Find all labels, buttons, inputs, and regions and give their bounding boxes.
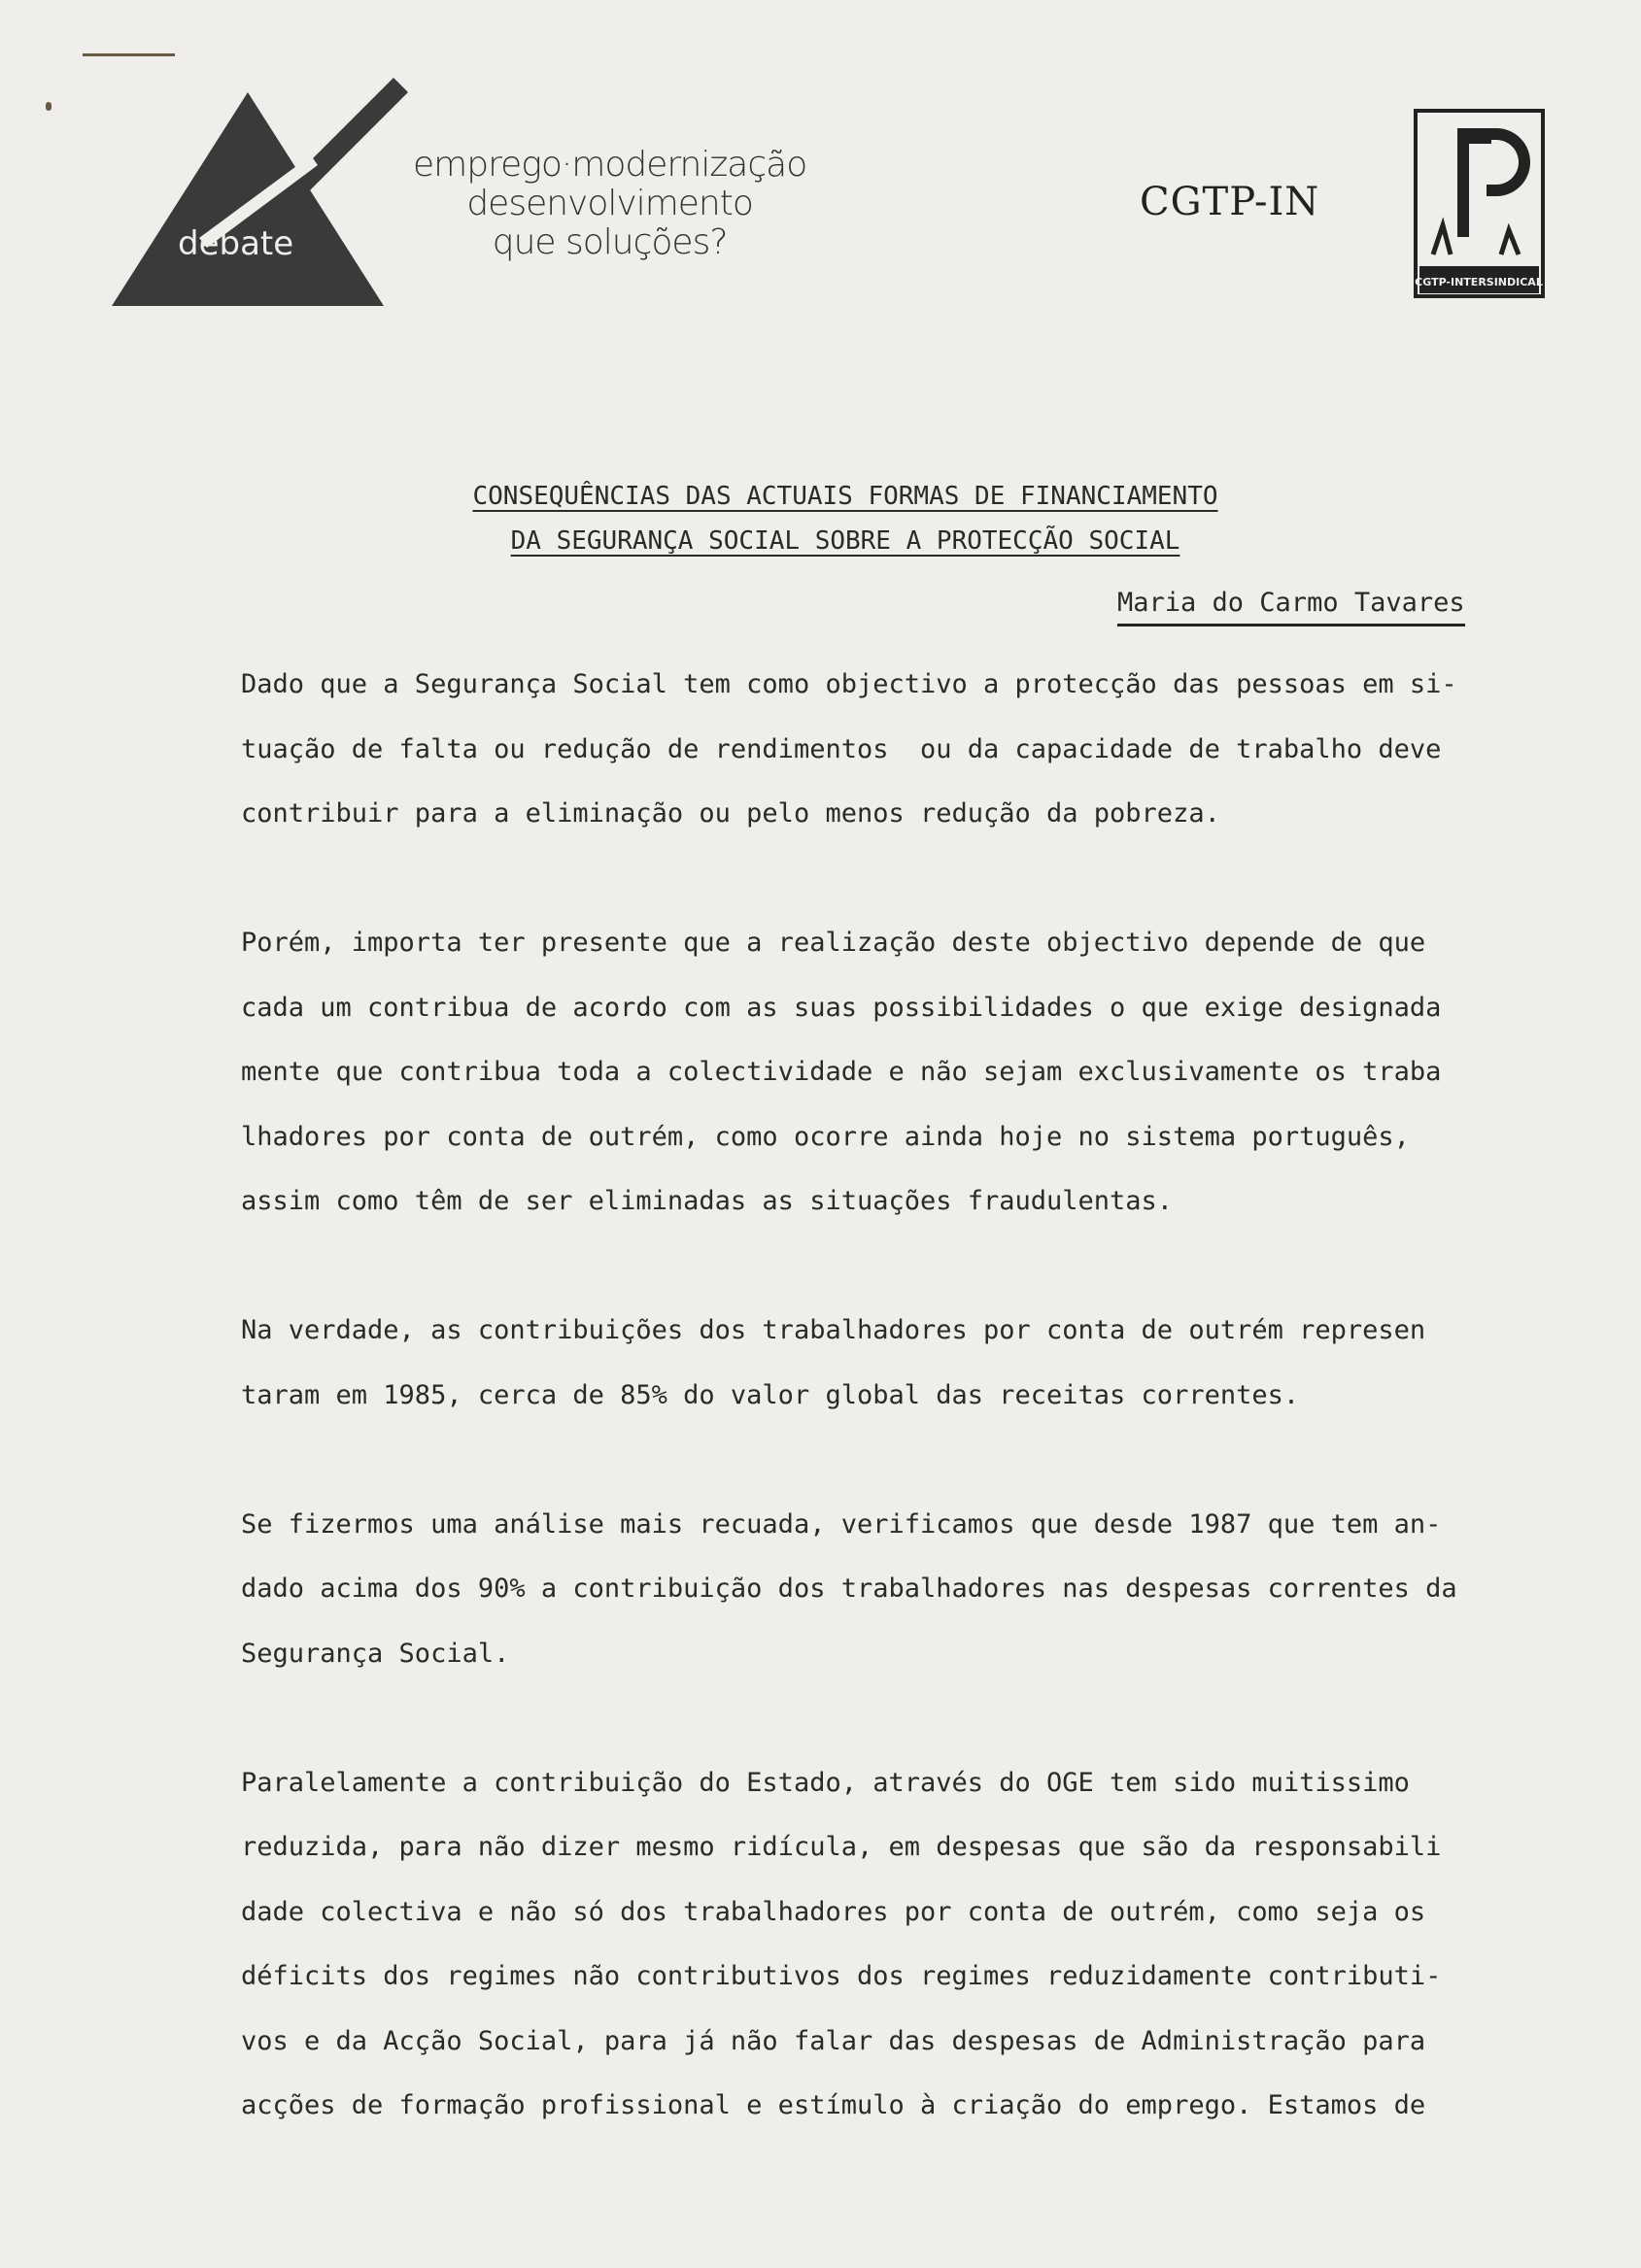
cgtp-emblem <box>1414 109 1545 298</box>
logo-text: debate <box>178 224 294 263</box>
paragraph-5-line: déficits dos regimes não contributivos dos regimes reduzidamente contributi- <box>241 1961 1442 1991</box>
paragraph-4-line: Segurança Social. <box>241 1638 510 1669</box>
tagline-line-2: desenvolvimento <box>466 184 753 223</box>
tagline-line-3: que soluções? <box>492 222 728 262</box>
stain-dot <box>46 102 51 111</box>
title-line-2: DA SEGURANÇA SOCIAL SOBRE A PROTECÇÃO SOCIAL <box>510 526 1180 556</box>
document-title <box>418 474 1273 563</box>
paragraph-2-line: Porém, importa ter presente que a realização deste objectivo depende de que <box>241 928 1426 958</box>
paragraph-1-line: contribuir para a eliminação ou pelo menos redução da pobreza. <box>241 798 1220 829</box>
tagline-line-1: emprego·modernização <box>413 145 807 185</box>
stain-mark <box>83 53 175 56</box>
title-line-1: CONSEQUÊNCIAS DAS ACTUAIS FORMAS DE FINANCIAMENTO <box>472 482 1218 511</box>
paragraph-1-line: tuação de falta ou redução de rendimentos ou da capacidade de trabalho deve <box>241 733 1442 764</box>
paragraph-5-line: dade colectiva e não só dos trabalhadores por conta de outrém, como seja os <box>241 1896 1426 1927</box>
paragraph-4-line: Se fizermos uma análise mais recuada, verificamos que desde 1987 que tem an- <box>241 1508 1442 1540</box>
paragraph-5-line: Paralelamente a contribuição do Estado, através do OGE tem sido muitissimo <box>241 1767 1410 1798</box>
paragraph-2-line: mente que contribua toda a colectividade e não sejam exclusivamente os traba <box>241 1057 1442 1087</box>
body-text <box>241 653 1504 2139</box>
paragraph-5-line: vos e da Acção Social, para já não falar das despesas de Administração para <box>241 2025 1426 2056</box>
author-name: Maria do Carmo Tavares <box>1117 588 1465 626</box>
paragraph-1-line: Dado que a Segurança Social tem como objectivo a protecção das pessoas em si- <box>241 669 1457 699</box>
paragraph-5-line: acções de formação profissional e estímulo à criação do emprego. Estamos de <box>241 2090 1426 2120</box>
paragraph-5-line: reduzida, para não dizer mesmo ridícula, em despesas que são da responsabili <box>241 1832 1442 1862</box>
tagline <box>413 146 806 262</box>
paragraph-2-line: cada um contribua de acordo com as suas possibilidades o que exige designada <box>241 992 1442 1023</box>
paragraph-2-line: lhadores por conta de outrém, como ocorre ainda hoje no sistema português, <box>241 1121 1410 1152</box>
paragraph-4-line: dado acima dos 90% a contribuição dos trabalhadores nas despesas correntes da <box>241 1574 1457 1604</box>
paragraph-3-line: taram em 1985, cerca de 85% do valor global das receitas correntes. <box>241 1379 1300 1410</box>
paragraph-3-line: Na verdade, as contribuições dos trabalhadores por conta de outrém represen <box>241 1315 1426 1345</box>
org-name: CGTP-IN <box>1140 180 1320 224</box>
paragraph-2-line: assim como têm de ser eliminadas as situações fraudulentas. <box>241 1186 1174 1216</box>
emblem-text: CGTP-INTERSINDICAL <box>1415 276 1543 288</box>
debate-logo <box>102 68 413 325</box>
